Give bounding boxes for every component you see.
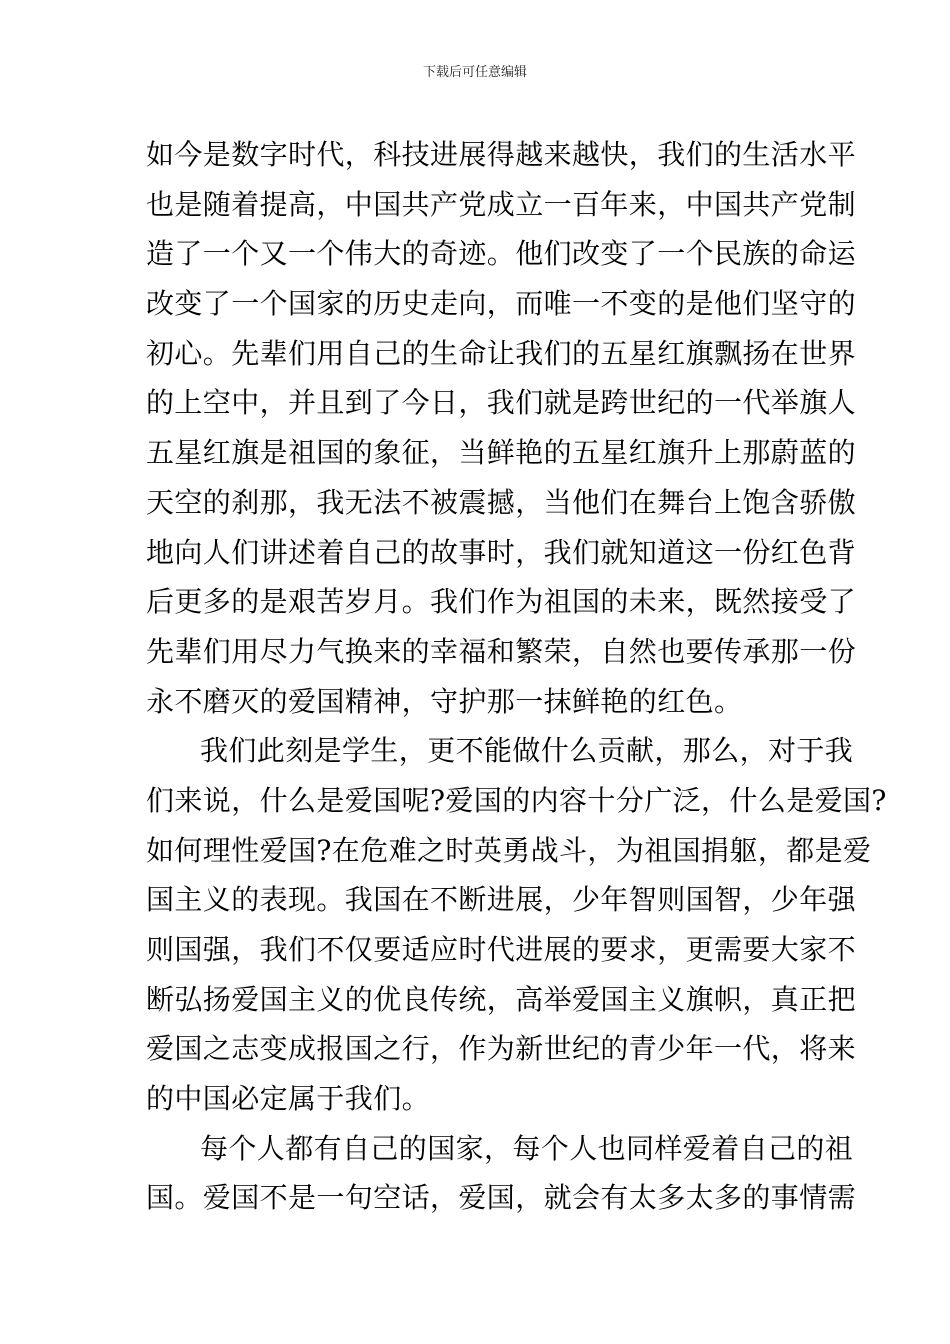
body-text <box>146 130 887 1223</box>
text-line: 地向人们讲述着自己的故事时，我们就知道这一份红色背 <box>146 535 857 569</box>
text-line: 的中国必定属于我们。 <box>146 1082 431 1116</box>
paragraph-start-line: 每个人都有自己的国家，每个人也同样爱着自己的祖 <box>200 1131 854 1165</box>
paragraph-start-line: 我们此刻是学生，更不能做什么贡献，那么，对于我 <box>200 734 854 768</box>
text-line: 爱国之志变成报国之行，作为新世纪的青少年一代，将来 <box>146 1032 857 1066</box>
text-line: 先辈们用尽力气换来的幸福和繁荣，自然也要传承那一份 <box>146 634 857 668</box>
text-line: 如今是数字时代，科技进展得越来越快，我们的生活水平 <box>146 138 857 171</box>
text-line: 断弘扬爱国主义的优良传统，高举爱国主义旗帜，真正把 <box>146 982 857 1016</box>
text-line: 则国强，我们不仅要适应时代进展的要求，更需要大家不 <box>146 933 857 966</box>
text-line: 五星红旗是祖国的象征，当鲜艳的五星红旗升上那蔚蓝的 <box>146 436 857 470</box>
text-line: 后更多的是艰苦岁月。我们作为祖国的未来，既然接受了 <box>146 585 857 619</box>
header-note: 下载后可任意编辑 <box>422 65 527 80</box>
text-line: 永不磨灭的爱国精神，守护那一抹鲜艳的红色。 <box>146 684 743 718</box>
text-line: 如何理性爱国?在危难之时英勇战斗，为祖国捐躯，都是爱 <box>146 833 872 867</box>
text-line: 造了一个又一个伟大的奇迹。他们改变了一个民族的命运 <box>146 237 857 271</box>
text-line: 们来说，什么是爱国呢?爱国的内容十分广泛，什么是爱国? <box>146 783 887 817</box>
text-line: 天空的刹那，我无法不被震撼，当他们在舞台上饱含骄傲 <box>146 485 857 519</box>
text-line: 国。爱国不是一句空话，爱国，就会有太多太多的事情需 <box>146 1181 857 1215</box>
text-line: 国主义的表现。我国在不断进展，少年智则国智，少年强 <box>146 883 857 917</box>
text-line: 初心。先辈们用自己的生命让我们的五星红旗飘扬在世界 <box>146 336 857 370</box>
text-line: 的上空中，并且到了今日，我们就是跨世纪的一代举旗人 <box>146 386 857 420</box>
text-line: 改变了一个国家的历史走向，而唯一不变的是他们坚守的 <box>146 287 857 321</box>
text-line: 也是随着提高，中国共产党成立一百年来，中国共产党制 <box>146 187 857 221</box>
